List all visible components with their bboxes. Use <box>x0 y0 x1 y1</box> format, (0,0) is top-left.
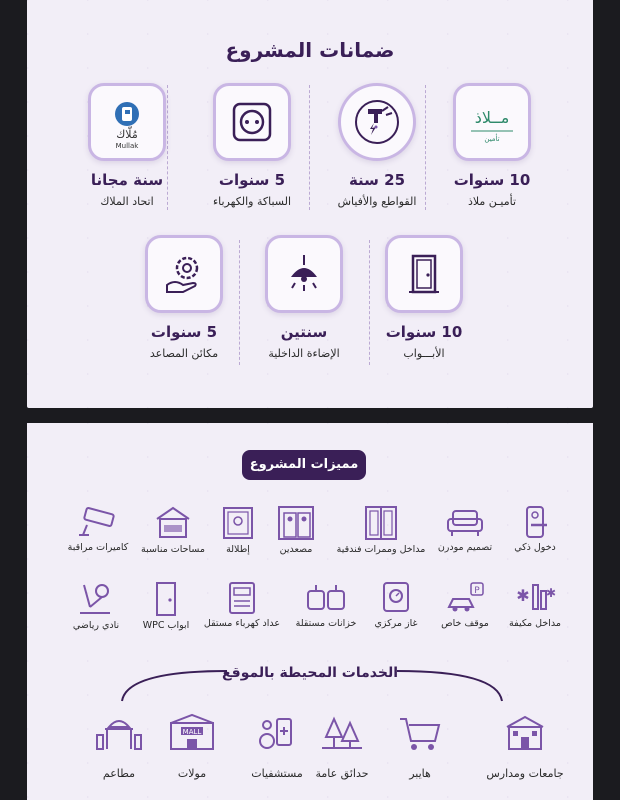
guarantee-doors <box>374 235 474 360</box>
service-hyper <box>380 713 460 780</box>
restaurant-icon <box>95 713 143 753</box>
guarantee-duration: سنتين <box>280 323 328 341</box>
ac-snowflake-icon <box>515 581 555 615</box>
service-label: جامعات ومدارس <box>486 767 564 780</box>
divider <box>369 240 371 365</box>
bedroom-icon <box>153 505 193 541</box>
mullath-logo-icon <box>453 83 531 161</box>
guarantee-item: القواطع والأفياش <box>337 195 417 208</box>
guarantee-item: السباكة والكهرباء <box>212 195 292 208</box>
door-icon <box>385 235 463 313</box>
wpc-door-icon <box>149 581 183 617</box>
electric-meter-icon <box>225 581 259 615</box>
sofa-icon <box>445 505 485 539</box>
gym-bike-icon <box>76 581 116 617</box>
guarantee-duration: سنة مجانا <box>90 171 164 189</box>
feature-label: مداخل وممرات فندقية <box>336 544 426 555</box>
service-label: حدائق عامة <box>315 767 369 780</box>
svg-text:MALL: MALL <box>182 728 202 736</box>
feature-label: نادي رياضي <box>72 620 120 631</box>
feature-label: غاز مركزي <box>374 618 418 629</box>
feature-modern-design <box>424 505 506 553</box>
feature-separate-tanks <box>285 581 367 629</box>
guarantee-elevator-machines <box>134 235 234 360</box>
water-tank-icon <box>304 581 348 615</box>
feature-label: دخول ذكي <box>514 542 556 553</box>
feature-label: ابواب WPC <box>142 620 190 631</box>
feature-label: مساحات مناسبة <box>141 544 205 555</box>
elevator-icon <box>276 505 316 541</box>
feature-label: تصميم مودرن <box>437 542 493 553</box>
window-view-icon <box>220 505 256 541</box>
feature-smart-entry <box>494 505 576 553</box>
guarantee-duration: 10 سنوات <box>385 323 463 341</box>
guarantees-panel <box>27 0 593 408</box>
service-label: مستشفيات <box>251 767 303 780</box>
svg-text:✱: ✱ <box>516 586 530 605</box>
feature-label: مصعدين <box>279 544 313 555</box>
shopping-cart-icon <box>398 713 442 753</box>
feature-conditioned-entrances <box>494 581 576 629</box>
feature-central-gas <box>355 581 437 629</box>
service-schools <box>485 713 565 780</box>
svg-text:✱: ✱ <box>545 586 557 600</box>
service-restaurants <box>79 713 159 780</box>
smart-lock-icon <box>517 505 553 539</box>
service-hospitals <box>237 713 317 780</box>
elevator-gear-icon <box>145 235 223 313</box>
feature-label: خزانات مستقلة <box>295 618 357 629</box>
gas-icon <box>378 581 414 615</box>
feature-label: عداد كهرباء مستقل <box>203 618 281 629</box>
feature-wpc-doors <box>125 581 207 631</box>
school-icon <box>503 713 547 753</box>
svg-text:تأمين: تأمين <box>484 135 500 143</box>
guarantee-item: مكائن المصاعد <box>149 347 219 360</box>
plumbing-electric-icon <box>338 83 416 161</box>
svg-text:مُلّاك: مُلّاك <box>116 128 138 141</box>
svg-text:P: P <box>474 586 480 596</box>
guarantee-item: الإضاءة الداخلية <box>268 347 340 360</box>
medicine-icon <box>255 713 299 753</box>
guarantee-interior-lighting <box>254 235 354 360</box>
feature-label: كاميرات مراقبة <box>67 542 129 553</box>
mullak-logo-icon <box>88 83 166 161</box>
guarantee-mullath-insurance <box>442 83 542 208</box>
features-panel <box>27 423 593 800</box>
guarantee-duration: 5 سنوات <box>218 171 286 189</box>
feature-hotel-corridors <box>331 505 431 555</box>
feature-cctv <box>57 505 139 553</box>
services-title: الخدمات المحيطة بالموقع <box>221 665 398 681</box>
guarantee-item: تأميـن ملاذ <box>467 195 517 208</box>
feature-label: موقف خاص <box>441 618 489 629</box>
service-label: هايبر <box>409 767 431 780</box>
divider <box>239 240 241 365</box>
guarantee-duration: 10 سنوات <box>453 171 531 189</box>
guarantee-owners-union <box>77 83 177 208</box>
guarantees-title: ضمانات المشروع <box>225 38 395 62</box>
service-label: مطاعم <box>102 767 136 780</box>
parking-icon <box>445 581 485 615</box>
svg-text:Mullak: Mullak <box>115 142 139 150</box>
cctv-icon <box>77 505 119 539</box>
hotel-doors-icon <box>362 505 400 541</box>
service-label: مولات <box>177 767 207 780</box>
feature-suitable-spaces <box>132 505 214 555</box>
guarantee-plumbing-electric <box>202 83 302 208</box>
feature-label: إطلالة <box>226 544 250 555</box>
svg-text:مــلاذ: مــلاذ <box>474 108 510 127</box>
features-title: مميزات المشروع <box>242 450 366 480</box>
feature-separate-meter <box>197 581 287 629</box>
feature-gym <box>55 581 137 631</box>
guarantee-duration: 25 سنة <box>348 171 406 189</box>
park-trees-icon <box>320 713 364 753</box>
pendant-lamp-icon <box>265 235 343 313</box>
guarantee-duration: 5 سنوات <box>150 323 218 341</box>
power-socket-icon <box>213 83 291 161</box>
feature-label: مداخل مكيفة <box>509 618 561 629</box>
guarantee-item: اتحاد الملاك <box>100 195 154 208</box>
service-malls <box>152 713 232 780</box>
guarantee-item: الأبـــواب <box>403 347 445 360</box>
guarantee-breakers-sockets <box>327 83 427 208</box>
mall-icon <box>167 713 217 753</box>
divider <box>309 85 311 210</box>
